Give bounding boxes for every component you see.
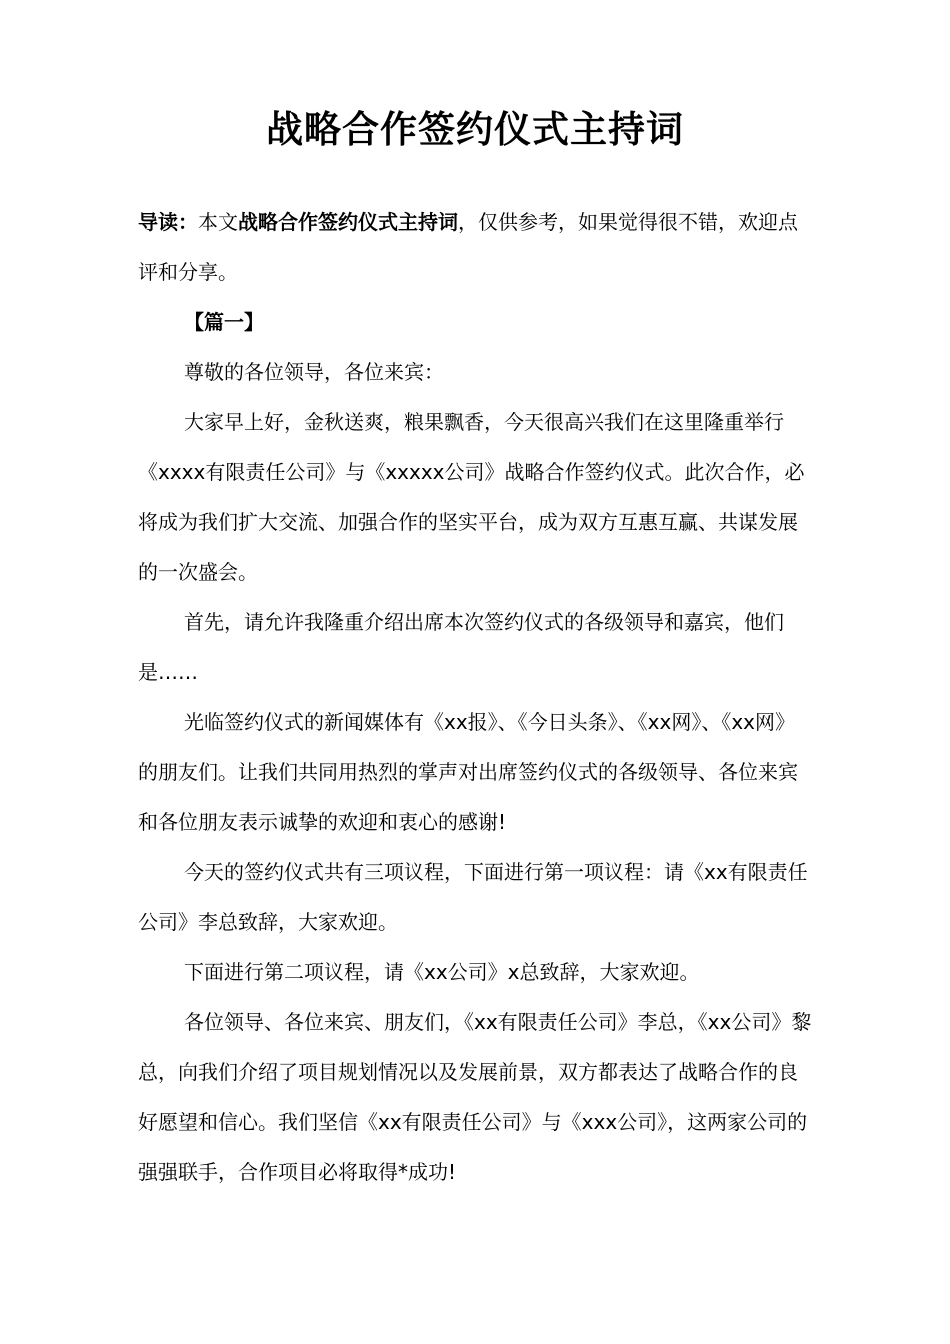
intro-bold-title: 战略合作签约仪式主持词 [238,210,458,234]
document-body [138,197,814,1197]
intro-paragraph [138,197,814,297]
intro-text-1: 本文 [198,210,238,234]
paragraph-agenda-first: 今天的签约仪式共有三项议程，下面进行第一项议程：请《xx有限责任公司》李总致辞，大家欢迎。 [138,860,808,934]
document-title: 战略合作签约仪式主持词 [266,108,684,151]
paragraph-summary: 各位领导、各位来宾、朋友们，《xx有限责任公司》李总，《xx公司》黎总，向我们介绍了项目规划情况以及发展前景，双方都表达了战略合作的良好愿望和信心。我们坚信《xx有限责任公司》与《xxx公司》，这两家公司的强强联手，合作项目必将取得*成功! [138,1010,812,1184]
section-header: 【篇一】 [184,310,264,334]
paragraph-agenda-second: 下面进行第二项议程，请《xx公司》x总致辞，大家欢迎。 [184,960,700,984]
intro-label: 导读： [138,210,198,234]
paragraph-media: 光临签约仪式的新闻媒体有《xx报》、《今日头条》、《xx网》、《xx网》的朋友们。让我们共同用热烈的掌声对出席签约仪式的各级领导、各位来宾和各位朋友表示诚挚的欢迎和衷心的感谢! [138,710,798,834]
paragraph-opening: 大家早上好，金秋送爽，粮果飘香，今天很高兴我们在这里隆重举行《xxxx有限责任公司》与《xxxxx公司》战略合作签约仪式。此次合作，必将成为我们扩大交流、加强合作的坚实平台，成为双方互惠互赢、共谋发展的一次盛会。 [138,410,805,584]
paragraph-salutation: 尊敬的各位领导，各位来宾： [184,360,444,384]
paragraph-introduce-guests: 首先，请允许我隆重介绍出席本次签约仪式的各级领导和嘉宾，他们是…… [138,610,784,684]
intro-text-2: ，仅供参考，如果觉得很不错，欢迎点评和分享。 [138,210,798,284]
